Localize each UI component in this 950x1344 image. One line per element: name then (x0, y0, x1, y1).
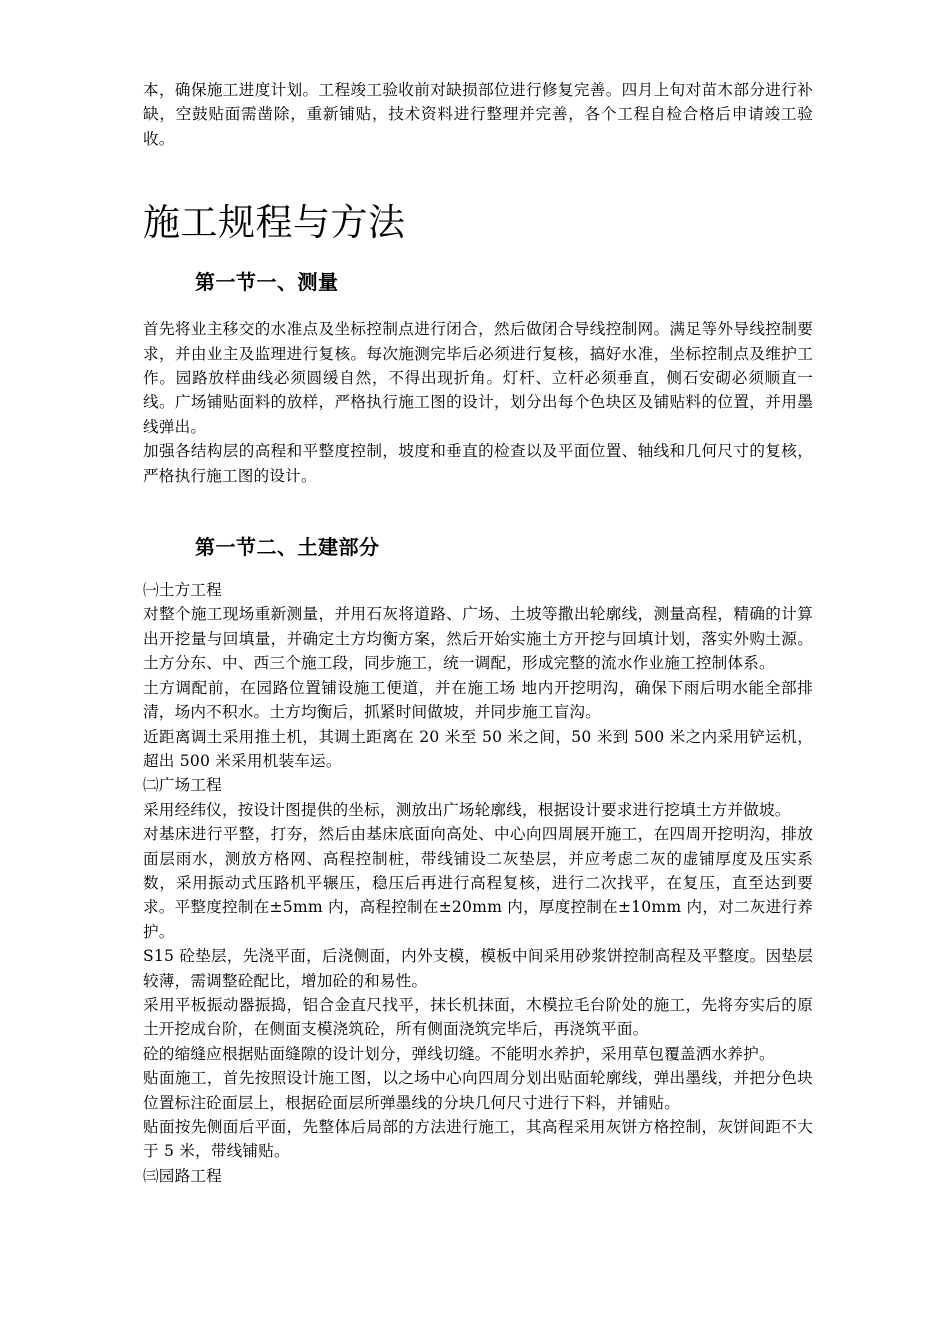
civil-paragraph-4: 采用经纬仪，按设计图提供的坐标，测放出广场轮廓线，根据设计要求进行挖填土方并做坡。 (143, 800, 791, 819)
subheading-plaza: ㈡广场工程 (143, 776, 222, 795)
chapter-title: 施工规程与方法 (143, 201, 406, 245)
civil-paragraph-3: 近距离调土采用推土机，其调土距离在 20 米至 50 米之间，50 米到 500 米之内采用铲运机，超出 500 米采用机装车运。 (143, 727, 813, 770)
civil-paragraph-6: S15 砼垫层，先浇平面，后浇侧面，内外支模，模板中间采用砂浆饼控制高程及平整度。因垫层较薄，需调整砼配比，增加砼的和易性。 (143, 947, 813, 990)
page-content (143, 78, 813, 1188)
civil-paragraph-10: 贴面按先侧面后平面，先整体后局部的方法进行施工，其高程采用灰饼方格控制，灰饼间距不大于 5 米，带线铺贴。 (143, 1118, 813, 1161)
subheading-earthwork: ㈠土方工程 (143, 581, 222, 600)
civil-paragraph-9: 贴面施工，首先按照设计施工图，以之场中心向四周分划出贴面轮廓线，弹出墨线，并把分色块位置标注砼面层上，根据砼面层所弹墨线的分块几何尺寸进行下料，并铺贴。 (143, 1069, 813, 1112)
survey-paragraph-2: 加强各结构层的高程和平整度控制，坡度和垂直的检查以及平面位置、轴线和几何尺寸的复核，严格执行施工图的设计。 (143, 442, 813, 485)
subheading-garden-path: ㈢园路工程 (143, 1166, 222, 1185)
civil-paragraph-1: 对整个施工现场重新测量，并用石灰将道路、广场、土坡等撒出轮廓线，测量高程，精确的计算出开挖量与回填量，并确定土方均衡方案，然后开始实施土方开挖与回填计划，落实外购土源。土方分东、中、西三个施工段，同步施工，统一调配，形成完整的流水作业施工控制体系。 (143, 605, 813, 673)
civil-paragraph-2: 土方调配前，在园路位置铺设施工便道，并在施工场 地内开挖明沟，确保下雨后明水能全部排清，场内不积水。土方均衡后，抓紧时间做坡，并同步施工盲沟。 (143, 678, 813, 722)
civil-paragraph-7: 采用平板振动器振捣，铝合金直尺找平，抹长机抹面，木模拉毛台阶处的施工，先将夯实后的原土开挖成台阶，在侧面支模浇筑砼，所有侧面浇筑完毕后，再浇筑平面。 (143, 995, 813, 1039)
civil-paragraph-8: 砼的缩缝应根据贴面缝隙的设计划分，弹线切缝。不能明水养护，采用草包覆盖洒水养护。 (143, 1044, 775, 1063)
section-heading-civil-works: 第一节二、土建部分 (195, 535, 380, 560)
survey-paragraph-1: 首先将业主移交的水准点及坐标控制点进行闭合，然后做闭合导线控制网。满足等外导线控制要求，并由业主及监理进行复核。每次施测完毕后必须进行复核，搞好水准，坐标控制点及维护工作。园路放样曲线必须圆缓自然，不得出现折角。灯杆、立杆必须垂直，侧石安砌必须顺直一线。广场铺贴面料的放样，严格执行施工图的设计，划分出每个色块区及铺贴料的位置，并用墨线弹出。 (143, 320, 813, 436)
intro-paragraph: 本，确保施工进度计划。工程竣工验收前对缺损部位进行修复完善。四月上旬对苗木部分进行补缺，空鼓贴面需凿除，重新铺贴，技术资料进行整理并完善，各个工程自检合格后申请竣工验收。 (143, 81, 813, 148)
section-heading-survey: 第一节一、测量 (195, 270, 339, 295)
civil-paragraph-5: 对基床进行平整，打夯，然后由基床底面向高处、中心向四周展开施工，在四周开挖明沟，排放面层雨水，测放方格网、高程控制桩，带线铺设二灰垫层，并应考虑二灰的虚铺厚度及压实系数，采用振动式压路机平辗压，稳压后再进行高程复核，进行二次找平，在复压，直至达到要求。平整度控制在±5mm 内，高程控制在±20mm 内，厚度控制在±10mm 内，对二灰进行养护。 (143, 825, 813, 941)
